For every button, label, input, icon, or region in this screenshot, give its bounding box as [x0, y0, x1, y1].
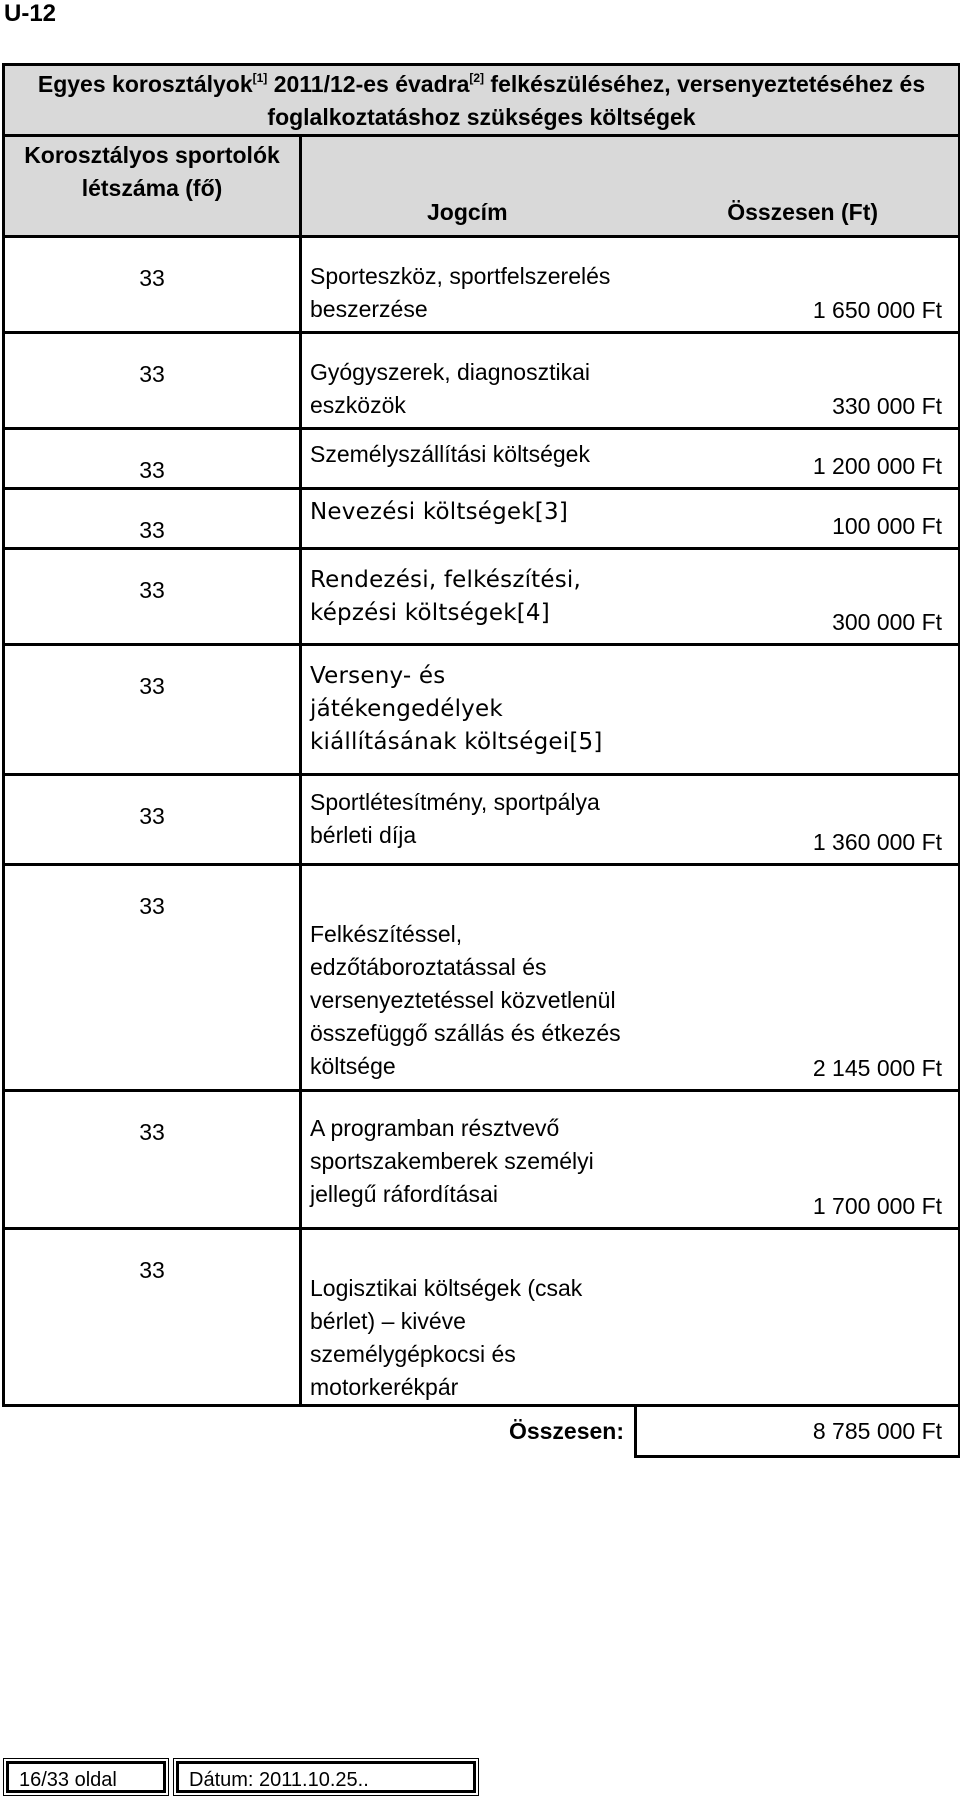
footnote-ref-2: [2]: [469, 71, 485, 85]
row-count: 33: [4, 237, 301, 333]
row-description: Gyógyszerek, diagnosztikai eszközök: [301, 333, 636, 429]
table-row: [4, 237, 960, 333]
header-title: Jogcím: [427, 199, 508, 225]
row-description: Rendezési, felkészítési, képzési költségek[4]: [301, 549, 636, 645]
document-date: Dátum: 2011.10.25..: [176, 1761, 476, 1793]
row-count: 33: [4, 549, 301, 645]
table-row: [4, 865, 960, 1091]
row-count: 33: [4, 489, 301, 549]
row-description: A programban résztvevő sportszakemberek személyi jellegű ráfordításai: [301, 1091, 636, 1229]
footnote-ref-1: [1]: [252, 71, 268, 85]
title-part1: Egyes korosztályok: [37, 71, 253, 97]
row-amount: 1 200 000 Ft: [636, 429, 960, 489]
row-count: 33: [4, 1091, 301, 1229]
row-amount: 330 000 Ft: [636, 333, 960, 429]
table-row: [4, 645, 960, 775]
header-age-count: Korosztályos sportolók létszáma (fő): [4, 136, 301, 237]
title-part3: felkészüléséhez, versenyeztetéséhez és foglalkoztatáshoz szükséges költségek: [267, 71, 926, 130]
table-title-row: [4, 65, 960, 136]
page-number: 16/33 oldal: [6, 1761, 166, 1793]
table-row: [4, 775, 960, 865]
row-description: Felkészítéssel, edzőtáboroztatással és versenyeztetéssel közvetlenül összefüggő szállás és étkezés költsége: [301, 865, 636, 1091]
row-description: Logisztikai költségek (csak bérlet) – kivéve személygépkocsi és motorkerékpár: [301, 1229, 636, 1406]
row-amount: [636, 1229, 960, 1406]
row-amount: 1 700 000 Ft: [636, 1091, 960, 1229]
row-count: 33: [4, 429, 301, 489]
row-count: 33: [4, 1229, 301, 1406]
title-part2: 2011/12-es évadra: [267, 71, 470, 97]
row-description: Nevezési költségek[3]: [301, 489, 636, 549]
total-label: Összesen:: [508, 1418, 624, 1444]
header-total: Összesen (Ft): [727, 199, 879, 225]
header-row: [4, 136, 960, 237]
row-amount: 100 000 Ft: [636, 489, 960, 549]
row-amount: 2 145 000 Ft: [636, 865, 960, 1091]
total-row: [4, 1406, 960, 1457]
table-row: [4, 1091, 960, 1229]
row-amount: 300 000 Ft: [636, 549, 960, 645]
row-description: Verseny- és játékengedélyek kiállításának költségei[5]: [301, 645, 636, 775]
table-title: [4, 65, 960, 136]
row-amount: [636, 645, 960, 775]
row-amount: 1 360 000 Ft: [636, 775, 960, 865]
row-description: Személyszállítási költségek: [301, 429, 636, 489]
table-row: [4, 549, 960, 645]
row-count: 33: [4, 865, 301, 1091]
row-count: 33: [4, 645, 301, 775]
row-count: 33: [4, 333, 301, 429]
cost-table: [2, 63, 960, 1458]
table-row: [4, 1229, 960, 1406]
document-code: U-12: [4, 0, 57, 27]
row-count: 33: [4, 775, 301, 865]
table-row: [4, 489, 960, 549]
table-row: [4, 429, 960, 489]
row-description: Sporteszköz, sportfelszerelés beszerzése: [301, 237, 636, 333]
row-amount: 1 650 000 Ft: [636, 237, 960, 333]
table-row: [4, 333, 960, 429]
row-description: Sportlétesítmény, sportpálya bérleti díja: [301, 775, 636, 865]
page-footer: [6, 1761, 476, 1793]
total-value: 8 785 000 Ft: [636, 1406, 960, 1457]
